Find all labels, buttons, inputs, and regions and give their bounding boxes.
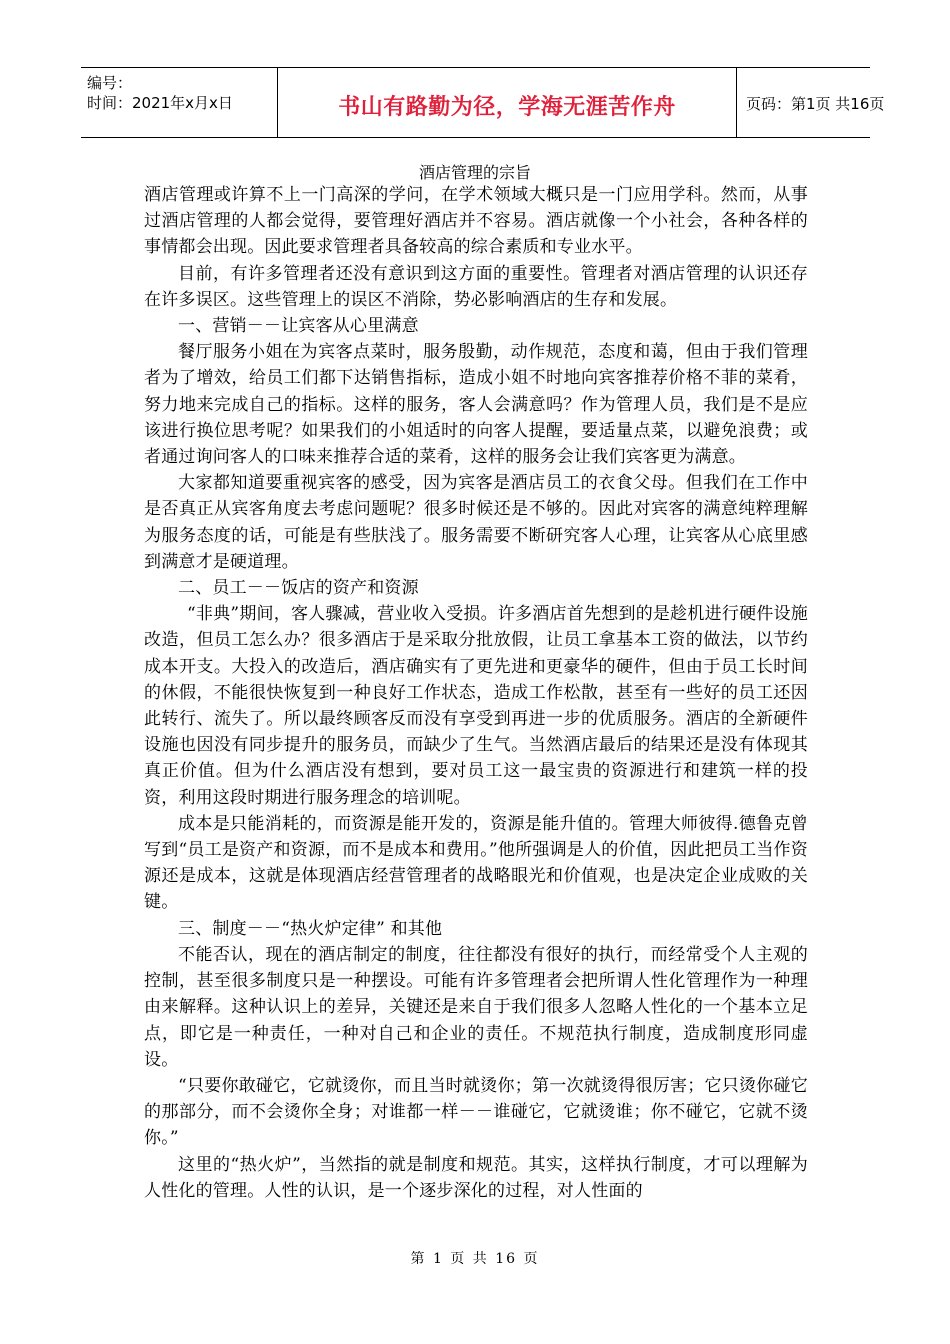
paragraph: 目前，有许多管理者还没有意识到这方面的重要性。管理者对酒店管理的认识还存在许多误区。这些管理上的误区不消除，势必影响酒店的生存和发展。 bbox=[144, 263, 808, 310]
header-meta-cell bbox=[81, 68, 277, 137]
document-title: 酒店管理的宗旨 bbox=[418, 163, 531, 182]
paragraph: 不能否认，现在的酒店制定的制度，往往都没有很好的执行，而经常受个人主观的控制，甚至很多制度只是一种摆设。可能有许多管理者会把所谓人性化管理作为一种理由来解释。这种认识上的差异，关键还是来自于我们很多人忽略人性化的一个基本立足点，即它是一种责任，一种对自己和企业的责任。不规范执行制度，造成制度形同虚设。 bbox=[144, 944, 808, 1070]
motto-text: 书山有路勤为径，学海无涯苦作舟 bbox=[338, 95, 676, 120]
paragraph: 这里的“热火炉”，当然指的就是制度和规范。其实，这样执行制度，才可以理解为人性化的管理。人性的认识，是一个逐步深化的过程，对人性面的 bbox=[144, 1154, 808, 1201]
header-page-cell bbox=[736, 68, 885, 137]
paragraph: 酒店管理或许算不上一门高深的学问，在学术领域大概只是一门应用学科。然而，从事过酒店管理的人都会觉得，要管理好酒店并不容易。酒店就像一个小社会，各种各样的事情都会出现。因此要求管理者具备较高的综合素质和专业水平。 bbox=[144, 185, 808, 258]
quote-paragraph: “只要你敢碰它，它就烫你，而且当时就烫你；第一次就烫得很厉害；它只烫你碰它的那部分，而不会烫你全身；对谁都一样－－谁碰它，它就烫谁；你不碰它，它就不烫你。” bbox=[144, 1075, 808, 1149]
date-label: 时间：2021年x月x日 bbox=[87, 94, 233, 112]
section-heading: 一、营销－－让宾客从心里满意 bbox=[178, 316, 419, 337]
section-heading: 三、制度－－“热火炉定律” 和其他 bbox=[178, 918, 443, 939]
paragraph: 餐厅服务小姐在为宾客点菜时，服务殷勤，动作规范，态度和蔼，但由于我们管理者为了增效，给员工们都下达销售指标，造成小姐不时地向宾客推荐价格不菲的菜肴，努力地来完成自己的指标。这样的服务，客人会满意吗？作为管理人员，我们是不是应该进行换位思考呢？如果我们的小姐适时的向客人提醒，要适量点菜，以避免浪费；或者通过询问客人的口味来推荐合适的菜肴，这样的服务会让我们宾客更为满意。 bbox=[144, 342, 808, 468]
document-body bbox=[144, 182, 808, 1204]
paragraph: “非典”期间，客人骤减，营业收入受损。许多酒店首先想到的是趁机进行硬件设施改造，但员工怎么办？很多酒店于是采取分批放假，让员工拿基本工资的做法，以节约成本开支。大投入的改造后，酒店确实有了更先进和更豪华的硬件，但由于员工长时间的休假，不能很快恢复到一种良好工作状态，造成工作松散，甚至有一些好的员工还因此转行、流失了。所以最终顾客反而没有享受到再进一步的优质服务。酒店的全新硬件设施也因没有同步提升的服务员，而缺少了生气。当然酒店最后的结果还是没有体现其真正价值。但为什么酒店没有想到，要对员工这一最宝贵的资源进行和建筑一样的投资，利用这段时期进行服务理念的培训呢。 bbox=[144, 604, 808, 808]
page-footer: 第 1 页 共 16 页 bbox=[410, 1251, 540, 1267]
page-info: 页码：第1页 共16页 bbox=[746, 95, 885, 113]
document-header bbox=[81, 67, 885, 138]
section-heading: 二、员工－－饭店的资产和资源 bbox=[178, 578, 419, 599]
number-label: 编号： bbox=[87, 74, 133, 92]
header-motto-cell bbox=[277, 68, 737, 137]
paragraph: 大家都知道要重视宾客的感受，因为宾客是酒店员工的衣食父母。但我们在工作中是否真正从宾客角度去考虑问题呢？很多时候还是不够的。因此对宾客的满意纯粹理解为服务态度的话，可能是有些肤浅了。服务需要不断研究客人心理，让宾客从心底里感到满意才是硬道理。 bbox=[144, 473, 808, 572]
paragraph: 成本是只能消耗的，而资源是能开发的，资源是能升值的。管理大师彼得.德鲁克曾写到“员工是资产和资源，而不是成本和费用。”他所强调是人的价值，因此把员工当作资源还是成本，这就是体现酒店经营管理者的战略眼光和价值观，也是决定企业成败的关键。 bbox=[144, 813, 808, 913]
